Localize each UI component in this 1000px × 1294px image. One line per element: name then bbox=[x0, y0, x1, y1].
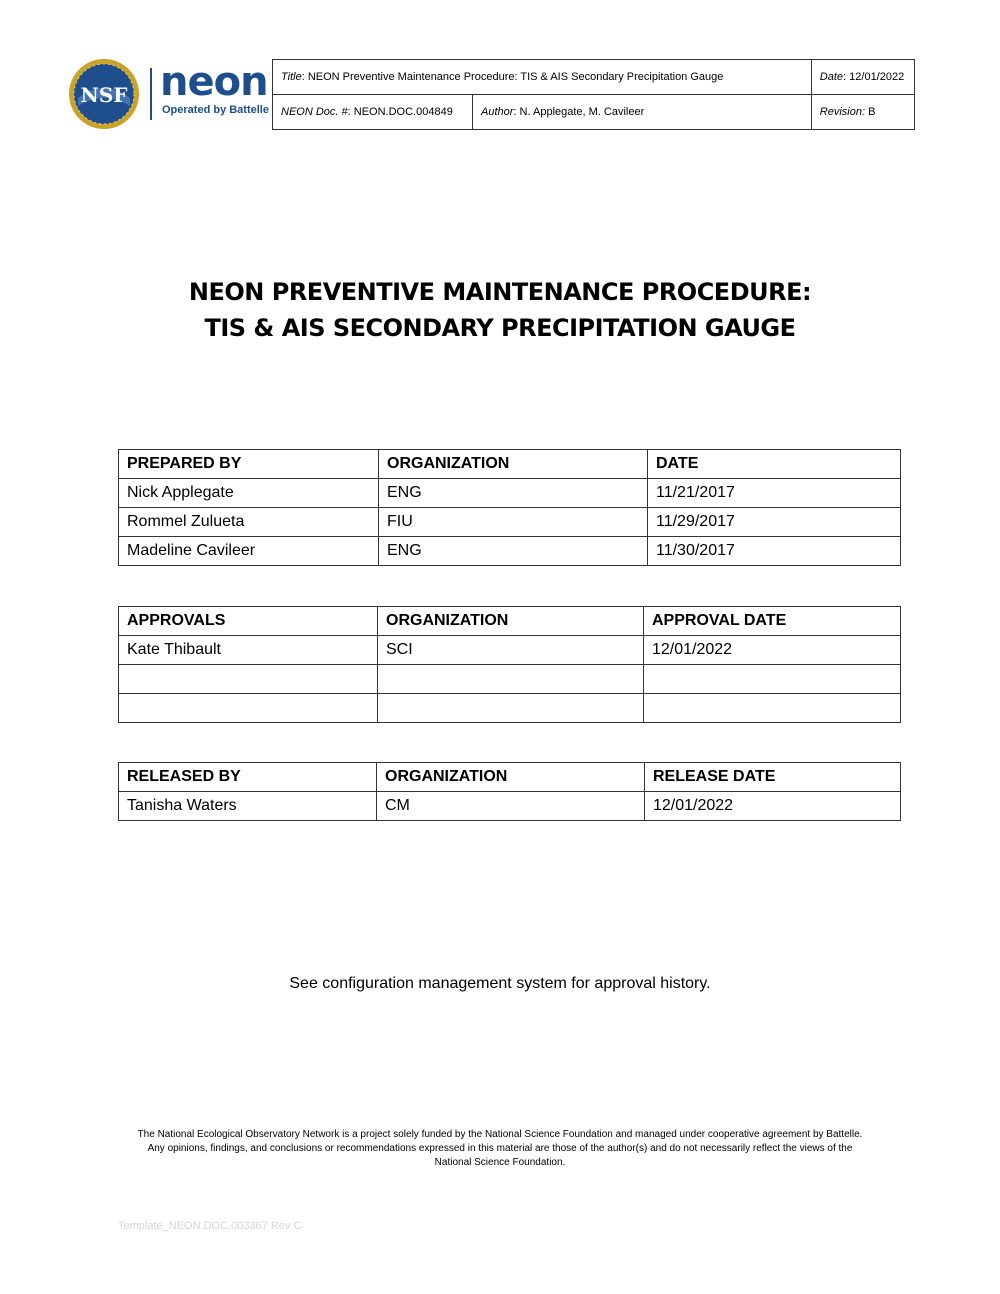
date: 11/30/2017 bbox=[648, 537, 901, 566]
revision-label: Revision: bbox=[819, 106, 866, 118]
approver-name: Kate Thibault bbox=[119, 636, 378, 665]
column-header: PREPARED BY bbox=[119, 450, 379, 479]
author-label: Author bbox=[481, 106, 514, 118]
nsf-seal-icon bbox=[68, 58, 140, 130]
doc-number-cell: NEON Doc. #: NEON.DOC.004849 bbox=[273, 95, 473, 130]
released-by-table bbox=[118, 762, 901, 821]
approvals-table bbox=[118, 606, 901, 723]
prepared-by-table bbox=[118, 449, 901, 566]
table-row bbox=[119, 479, 901, 508]
preparer-name: Nick Applegate bbox=[119, 479, 379, 508]
table-row bbox=[119, 665, 901, 694]
logo bbox=[68, 58, 268, 130]
column-header: ORGANIZATION bbox=[379, 450, 648, 479]
title-label: Title bbox=[281, 71, 302, 83]
approver-name bbox=[119, 665, 378, 694]
table-row bbox=[119, 636, 901, 665]
column-header: RELEASED BY bbox=[119, 763, 377, 792]
organization: SCI bbox=[378, 636, 644, 665]
table-row bbox=[119, 694, 901, 723]
footer-disclaimer bbox=[110, 1128, 890, 1170]
release-date: 12/01/2022 bbox=[645, 792, 901, 821]
organization bbox=[378, 665, 644, 694]
column-header: ORGANIZATION bbox=[377, 763, 645, 792]
date-label: Date bbox=[819, 71, 844, 83]
doc-label: NEON Doc. # bbox=[281, 106, 348, 118]
approval-date bbox=[644, 694, 901, 723]
author-cell: Author: N. Applegate, M. Cavileer bbox=[473, 95, 812, 130]
document-header-table bbox=[272, 59, 915, 130]
column-header: APPROVAL DATE bbox=[644, 607, 901, 636]
column-header: ORGANIZATION bbox=[378, 607, 644, 636]
title-line-1: NEON PREVENTIVE MAINTENANCE PROCEDURE: bbox=[188, 278, 812, 306]
title-value: NEON Preventive Maintenance Procedure: TIS & AIS Secondary Precipitation Gauge bbox=[307, 71, 724, 83]
revision-cell bbox=[811, 95, 914, 130]
footer-line-3: National Science Foundation. bbox=[434, 1157, 566, 1168]
config-management-note: See configuration management system for approval history. bbox=[289, 975, 711, 992]
revision-value: B bbox=[868, 106, 876, 118]
table-header-row bbox=[119, 450, 901, 479]
approval-date: 12/01/2022 bbox=[644, 636, 901, 665]
header-row-title bbox=[273, 60, 915, 95]
date-value: 12/01/2022 bbox=[849, 71, 905, 83]
neon-wordmark: neon bbox=[160, 59, 268, 105]
header-row-doc bbox=[273, 95, 915, 130]
organization: ENG bbox=[379, 479, 648, 508]
date-cell: Date: 12/01/2022 bbox=[811, 60, 914, 95]
author-value: N. Applegate, M. Cavileer bbox=[519, 106, 645, 118]
releaser-name: Tanisha Waters bbox=[119, 792, 377, 821]
doc-value: NEON.DOC.004849 bbox=[353, 106, 453, 118]
template-id: Template_NEON.DOC.003367 Rev C bbox=[118, 1220, 302, 1232]
preparer-name: Madeline Cavileer bbox=[119, 537, 379, 566]
organization bbox=[378, 694, 644, 723]
date: 11/21/2017 bbox=[648, 479, 901, 508]
column-header: APPROVALS bbox=[119, 607, 378, 636]
table-row bbox=[119, 508, 901, 537]
approver-name bbox=[119, 694, 378, 723]
document-title bbox=[0, 274, 1000, 346]
preparer-name: Rommel Zulueta bbox=[119, 508, 379, 537]
organization: FIU bbox=[379, 508, 648, 537]
organization: CM bbox=[377, 792, 645, 821]
approval-date bbox=[644, 665, 901, 694]
column-header: RELEASE DATE bbox=[645, 763, 901, 792]
logo-divider bbox=[150, 68, 152, 120]
title-cell: Title: NEON Preventive Maintenance Procedure: TIS & AIS Secondary Precipitation Gauge bbox=[273, 60, 812, 95]
table-header-row bbox=[119, 763, 901, 792]
table-header-row bbox=[119, 607, 901, 636]
title-line-2: TIS & AIS SECONDARY PRECIPITATION GAUGE bbox=[204, 314, 796, 342]
footer-line-2: Any opinions, findings, and conclusions or recommendations expressed in this material are those of the author(s) and do not necessarily reflect the views of the bbox=[147, 1143, 853, 1154]
operated-by-text: Operated by Battelle bbox=[162, 104, 269, 116]
seal-text: NSF bbox=[80, 83, 128, 107]
organization: ENG bbox=[379, 537, 648, 566]
column-header: DATE bbox=[648, 450, 901, 479]
table-row bbox=[119, 792, 901, 821]
table-row bbox=[119, 537, 901, 566]
footer-line-1: The National Ecological Observatory Network is a project solely funded by the National Science Foundation and managed under cooperative agreement by Battelle. bbox=[137, 1129, 863, 1140]
date: 11/29/2017 bbox=[648, 508, 901, 537]
